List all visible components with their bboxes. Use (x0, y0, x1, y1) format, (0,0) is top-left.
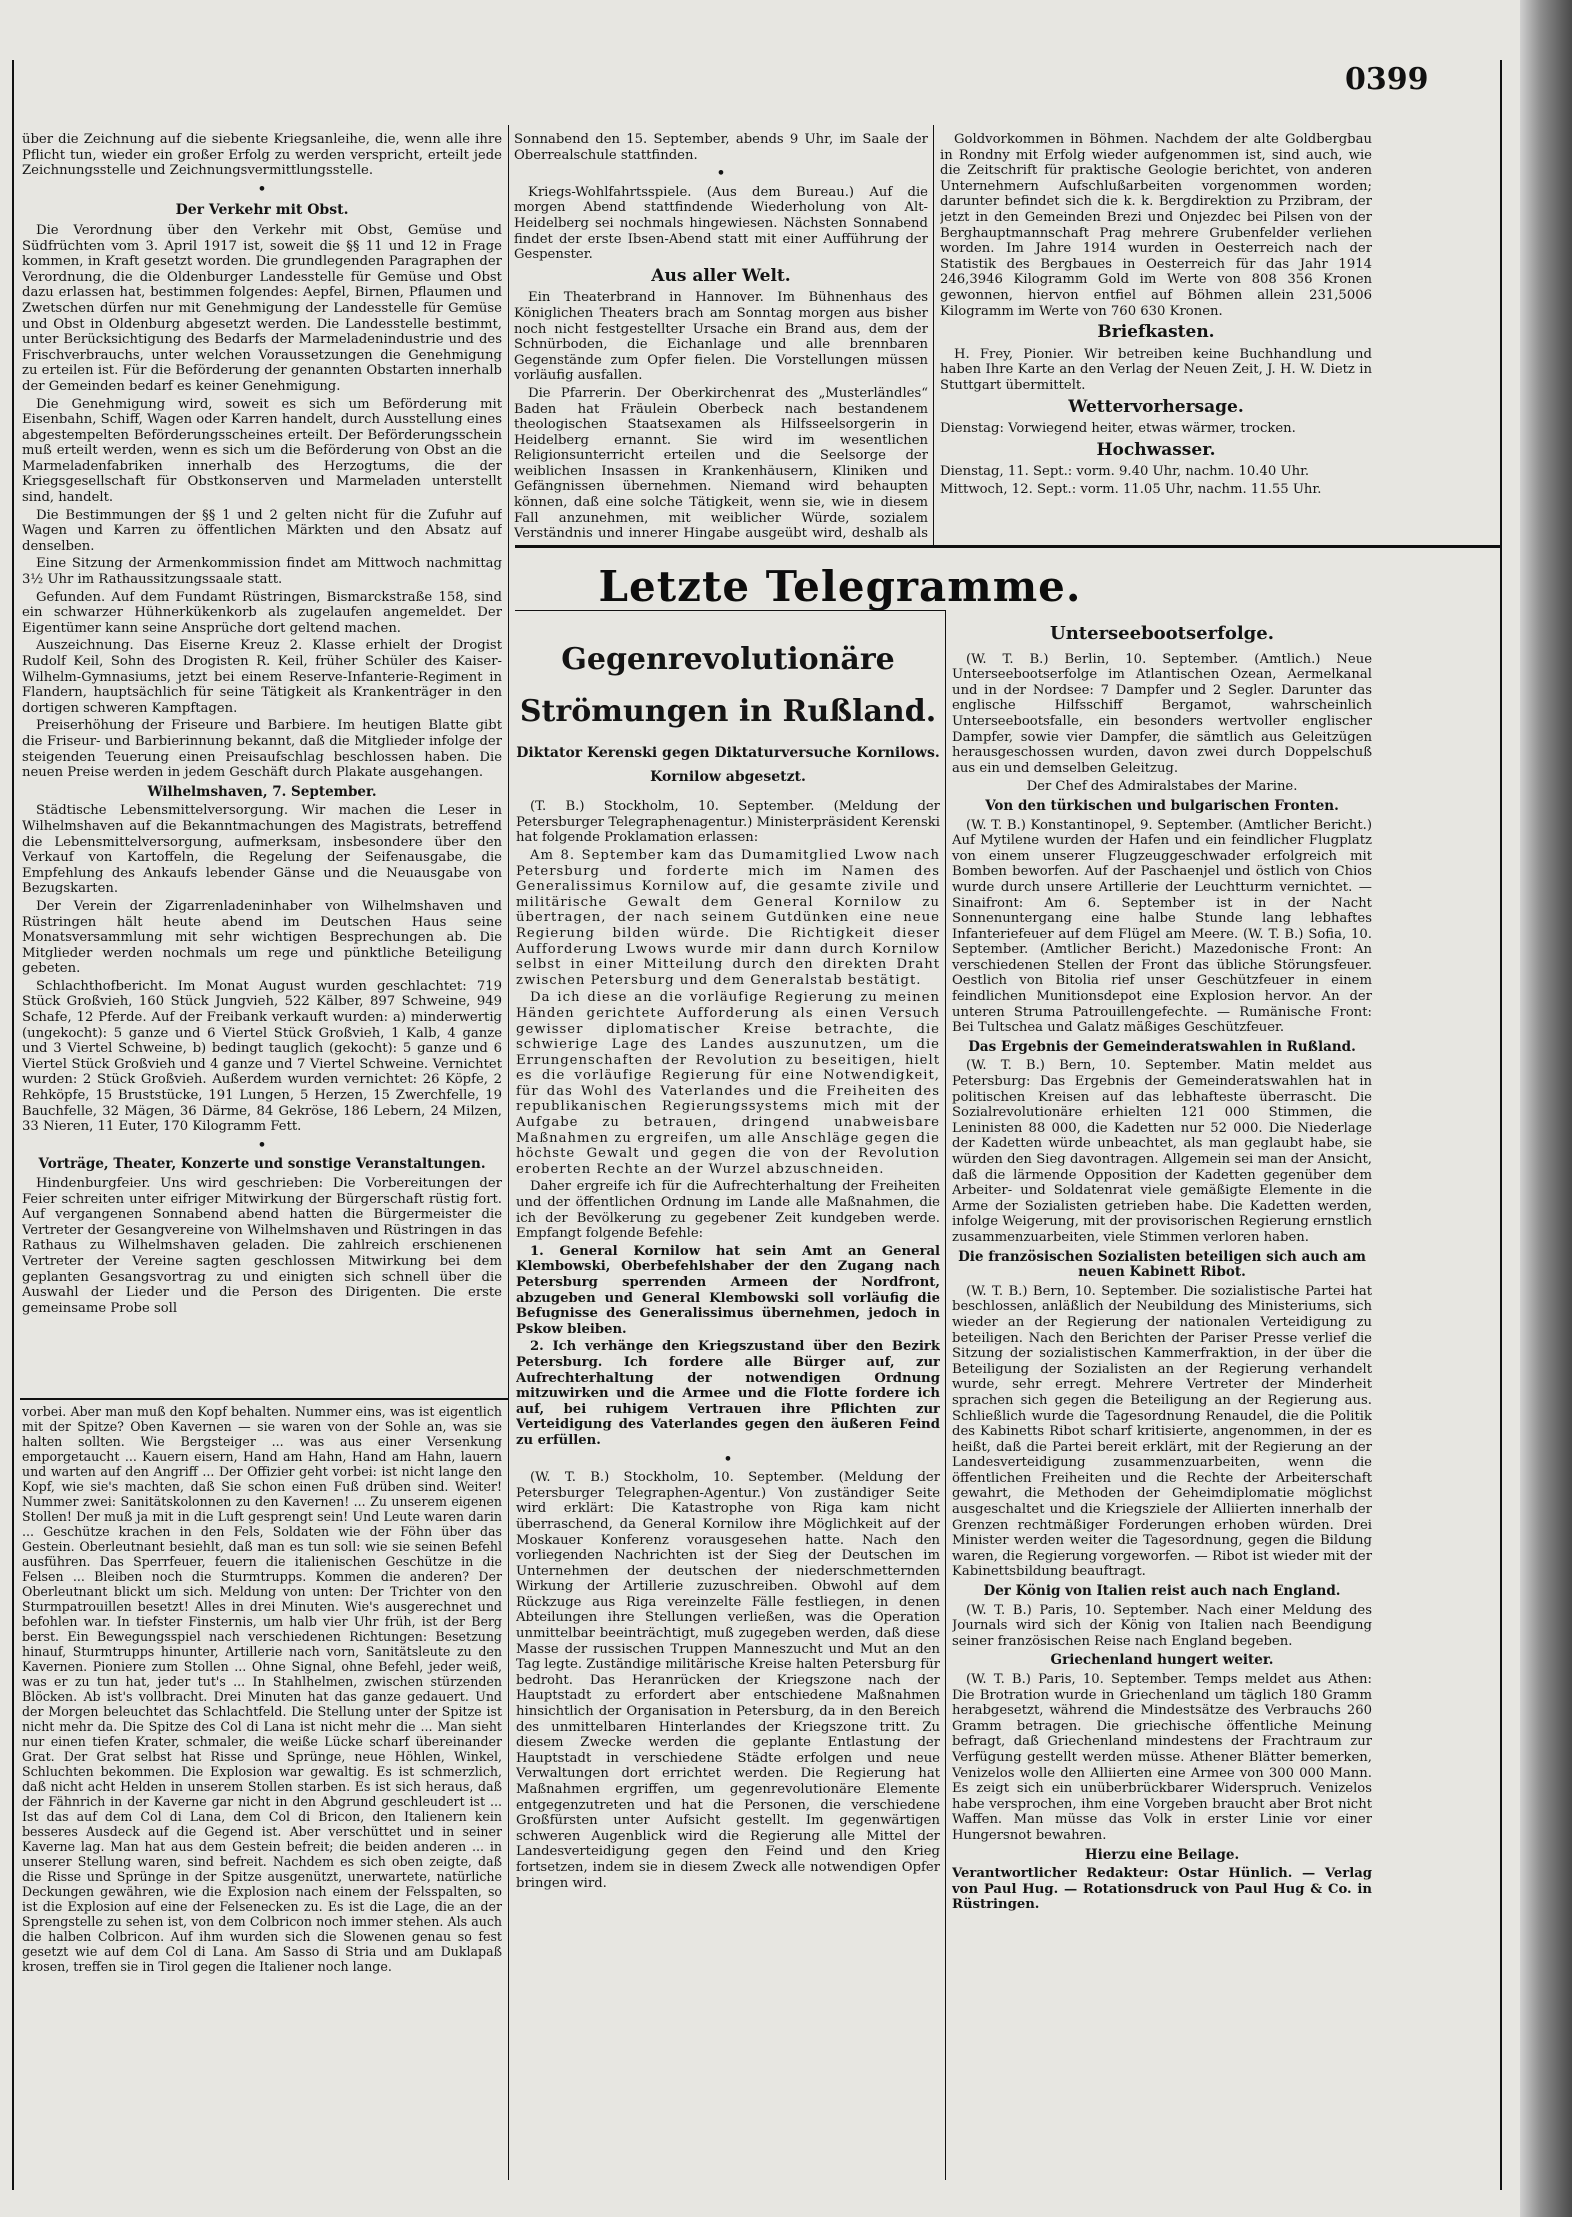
franzoesische-sozialisten-text: (W. T. B.) Bern, 10. September. Die sozialistische Partei hat beschlossen, anläßlich der Neubildung des Ministeriums, sich wieder an der Regierung der nationalen Verteidigung zu beteiligen. Nach den Berichten der Pariser Presse verlief die Sitzung der sozialistischen Kammerfraktion, in der über die Beteiligung der Sozialisten an der Regierung verhandelt wurde, sehr erregt. Mehrere Vertreter der Minderheit sprachen sich gegen die Beteiligung an der Regierung aus. Schließlich wurde die Tagesordnung Renaudel, die die Politik des Kabinetts Ribot scharf kritisierte, angenommen, in der es heißt, daß die Partei bereit erklärt, mit der Regierung an der Landesverteidigung zusammenzuarbeiten, wenn die öffentlichen Freiheiten und die Rechte der Arbeiterschaft gewahrt, die Methoden der Geheimdiplomatie möglichst ausgeschaltet und die Kriegsziele der Alliierten innerhalb der Grenzen rechtmäßiger Forderungen erhoben würden. Drei Minister werden weiter die Tagesordnung, gegen die Bildung waren, die Regierung vorgeworfen. — Ribot ist wieder mit der Kabinettsbildung beauftragt. (952, 1283, 1372, 1580)
griechenland-text: (W. T. B.) Paris, 10. September. Temps meldet aus Athen: Die Brotration wurde in Griechenland um täglich 180 Gramm herabgesetzt, während die Mindestsätze des Verbrauchs 260 Gramm betragen. Die griechische öffentliche Meinung befragt, daß Griechenland mindestens der Frachtraum zur Verfügung gestellt werden müsse. Athener Blätter bemerken, Venizelos wolle den Alliierten eine Armee von 300 000 Mann. Es zeigt sich ein unüberbrückbarer Widerspruch. Venizelos habe versprochen, ihm eine Vorgeben braucht aber Brot nicht Waffen. Man müsse das Volk in erster Linie vor einer Hungersnot bewahren. (952, 1672, 1372, 1843)
admiralstab-signature: Der Chef des Admiralstabes der Marine. (1026, 779, 1298, 795)
lead-headline: Gegenrevolutionäre Strömungen in Rußland. (519, 642, 937, 729)
obst-paragraph-3: Die Bestimmungen der §§ 1 und 2 gelten nicht für die Zufuhr auf Wagen und Karren zu öffentlichen Märkten und den Absatz auf denselben. (22, 507, 502, 554)
column-4-top (940, 132, 1372, 542)
column-2-top (514, 132, 928, 542)
theater-notice: Sonnabend den 15. September, abends 9 Uhr, im Saale der Oberrealschule stattfinden. (514, 132, 928, 163)
hindenburgfeier-notice: Hindenburgfeier. Uns wird geschrieben: Die Vorbereitungen der Feier schreiten unter eifriger Mitwirkung der Bürgerschaft rüstig fort. Auf vergangenen Sonnabend abend hatten die Bürgermeister die Vertreter der Gesangvereine von Wilhelmshaven und Rüstringen in das Rathaus zu Wilhelmshaven geladen. Die zahlreich erschienenen Vertreter der Vereine sagten geschlossen Mitwirkung bei dem geplanten Gesangsvortrag zu und einigten sich schnell über die Auswahl der Lieder und die Person des Dirigenten. Die erste gemeinsame Probe soll (22, 1176, 502, 1316)
lead-paragraph-3: Da ich diese an die vorläufige Regierung zu meinen Händen gerichtete Aufforderung als einen Versuch gewisser diplomatischer Kreise betrachte, die schwierige Lage des Landes auszunutzen, um die Errungenschaften der Revolution zu beseitigen, hielt es die vorläufige Regierung für eine Notwendigkeit, für das Wohl des Vaterlandes und die Freiheiten des republikanischen Regierungssystems mich mit der Aufgabe zu betrauen, dringend unabweisbare Maßnahmen zu ergreifen, um alle Anschläge gegen die höchste Gewalt und gegen die von der Revolution eroberten Rechte an der Wurzel abzuschneiden. (516, 990, 940, 1177)
header-band-rule (515, 545, 1500, 548)
impressum: Verantwortlicher Redakteur: Ostar Hünlich. — Verlag von Paul Hug. — Rotationsdruck von Paul Hug & Co. in Rüstringen. (952, 1866, 1372, 1913)
heading-obst: Der Verkehr mit Obst. (175, 202, 349, 219)
heading-aus-aller-welt: Aus aller Welt. (651, 265, 791, 286)
koenig-italien-text: (W. T. B.) Paris, 10. September. Nach einer Meldung des Journals wird sich der König von Italien nach Beendigung seiner französischen Reise nach England begeben. (952, 1602, 1372, 1649)
heading-franzoesische-sozialisten: Die französischen Sozialisten beteiligen sich auch am neuen Kabinett Ribot. (958, 1248, 1366, 1281)
feuilleton-text: vorbei. Aber man muß den Kopf behalten. Nummer eins, was ist eigentlich mit der Spitze? Oben Kavernen — sie waren von der Sohle an, was sie halten sollten. Wie Bergsteiger ... was aus einer Versenkung emporgetaucht ... Kauern eisern, Hand am Hahn, Hand am Hahn, lauern und warten auf den Angriff ... Der Offizier geht vorbei: ist nicht lange den Kopf, wie sie's machten, daß Sie schon einen Fuß drüben sind. Weiter! Nummer zwei: Sanitätskolonnen zu den Kavernen! ... Zu unserem eigenen Stollen! Der muß ja mit in die Luft gesprengt sein! Und Leute waren darin ... Geschütze krachen in den Fels, Soldaten wie der Föhn über das Gestein. Oberleutnant besiehlt, daß man es tun soll: wie sie seinen Befehl ausführen. Das Sperrfeuer, feuern die italienischen Geschütze in die Felsen ... Bleiben noch die Sturmtrupps. Kommen die anderen? Der Oberleutnant blickt um sich. Meldung von unten: Der Trichter von den Sturmpatrouillen besetzt! Alles in drei Minuten. Wie's ausgerechnet und befohlen war. In tiefster Finsternis, um halb vier Uhr früh, ist der Berg berst. Ein Bewegungsspiel nach verschiedenen Richtungen: Besetzung hinauf, Sturmtrupps hinunter, Artillerie nach vorn, Sanitätsleute zu den Kavernen. Pioniere zum Stollen ... Ohne Signal, ohne Befehl, jeder weiß, was er zu tun hat, jeder tut's ... In Stahlhelmen, zwischen stürzenden Blöcken. Ab ist's vollbracht. Drei Minuten hat das ganze gedauert. Und der Morgen beleuchtet das Schlachtfeld. Die Stellung unter der Spitze ist nicht mehr da. Die Spitze des Col di Lana ist nicht mehr die ... Man sieht nur einen tiefen Krater, schmaler, die weiße Lücke scharf übereinander Grat. Der Grat selbst hat Risse und Sprünge, neue Höhlen, Winkel, Schluchten bekommen. Die Explosion war gewaltig. Es ist schmerzlich, daß nicht acht Helden in unserem Stollen starben. Es ist sich heraus, daß der Fähnrich in der Kaverne gar nicht in den Abgrund geschleudert ist ... Ist das auf dem Col di Lana, dem Col di Bricon, den Italienern kein besseres Ausdeck auf die Gegend ist. Aber verschüttet und in seiner Kaverne lag. Man hat aus dem Gestein befreit; die beiden anderen ... in unserer Stellung waren, sind befreit. Nachdem es sich oben zeigte, daß die Risse und Sprünge in der Spitze ausgenützt, unerwartete, natürliche Deckungen gewähren, wie die Explosion nach einem der Felsspalten, so ist die Explosion auf eine der Felsenecken zu. Es ist die Lage, die an der Sprengstelle zu sehen ist, von dem Colbricon noch immer stehen. Als auch die halben Colbricon. Auf ihm wurden sich die Slowenen genau so fest gesetzt wie auf dem Col di Lana. Am Sasso di Stria und am Duklapaß krosen, treffen sie in Tirol gegen die Italiener noch lange. (22, 1404, 502, 1974)
heading-gemeinderatswahlen: Das Ergebnis der Gemeinderatswahlen in Rußland. (968, 1038, 1356, 1055)
separator-dot: • (257, 181, 267, 197)
separator-dot: • (716, 166, 726, 182)
heading-hochwasser: Hochwasser. (1096, 439, 1216, 460)
heading-vortraege: Vorträge, Theater, Konzerte und sonstige Veranstaltungen. (38, 1156, 486, 1173)
briefkasten-text: H. Frey, Pionier. Wir betreiben keine Buchhandlung und haben Ihre Karte an den Verlag der Neuen Zeit, J. H. W. Dietz in Stuttgart übermittelt. (940, 346, 1372, 393)
hochwasser-line-1: Dienstag, 11. Sept.: vorm. 9.40 Uhr, nachm. 10.40 Uhr. (940, 464, 1310, 480)
wetter-text: Dienstag: Vorwiegend heiter, etwas wärmer, trocken. (940, 421, 1296, 437)
lead-order-2: 2. Ich verhänge den Kriegszustand über den Bezirk Petersburg. Ich fordere alle Bürger auf, zur Aufrechterhaltung der notwendigen Ordnung mitzuwirken und die Armee und die Flotte fordere ich auf, bei ruhigem Vertrauen ihre Pflichten zur Verteidigung des Vaterlandes gegen den äußeren Feind zu erfüllen. (516, 1339, 940, 1448)
feuilleton (22, 1404, 502, 2164)
gefunden-notice: Gefunden. Auf dem Fundamt Rüstringen, Bismarckstraße 158, sind ein schwarzer Hühnerkükenkorb als zugelaufen angemeldet. Der Eigentümer kann seine Ansprüche dort geltend machen. (22, 589, 502, 636)
heading-briefkasten: Briefkasten. (1097, 322, 1215, 343)
heading-unterseeboot: Unterseebootserfolge. (1050, 623, 1274, 644)
column-rule-3 (945, 610, 946, 2180)
separator-dot: • (257, 1137, 267, 1153)
lead-deck: Diktator Kerenski gegen Diktaturversuche Kornilows. (516, 745, 940, 761)
kriegs-wohlfahrt-notice: Kriegs-Wohlfahrtsspiele. (Aus dem Bureau.) Auf die morgen Abend stattfindende Wiederholung von Alt-Heidelberg sei nochmals hingewiesen. Nächsten Sonnabend findet der erste Ibsen-Abend statt mit einer Aufführung der Gespenster. (514, 184, 928, 263)
lead-paragraph-7: (W. T. B.) Stockholm, 10. September. (Meldung der Petersburger Telegraphen-Agentur.) Von zuständiger Seite wird erklärt: Die Katastrophe von Riga kam nicht überraschend, da General Kornilow ihre Möglichkeit auf der Moskauer Konferenz vorausgesehen hatte. Nach den vorliegenden Nachrichten ist der Sieg der Deutschen im Unternehmen der deutschen der niederschmetternden Wirkung der Artillerie zuzuschreiben. Obwohl auf dem Rückzuge aus Riga vereinzelte Fälle festliegen, in denen Abteilungen ihre Stellungen verließen, was die Operation unmittelbar beeinträchtigt, muß zugegeben werden, daß diese Masse der russischen Truppen Manneszucht und Mut an den Tag legte. Zuständige militärische Kreise halten Petersburg für bedroht. Das Heranrücken der Kriegszone nach der Hauptstadt zu erfordert aber entschiedene Maßnahmen hinsichtlich der Organisation in Petersburg, da in den Bereich des unmittelbaren Hinterlandes der Kriegszone tritt. Zu diesem Zwecke werden die geplante Entlastung der Hauptstadt in verschiedene Städte erfolgen und neue Verwaltungen dort errichtet werden. Die Regierung hat Maßnahmen ergriffen, um gegenrevolutionäre Elemente entgegenzutreten und hat die Personen, die verschiedene Großfürsten unter Aufsicht gestellt. Im gegenwärtigen schweren Augenblick wird die Regierung alle Mittel der Landesverteidigung gegen den Feind und den Krieg fortsetzen, indem sie in diesem Zweck alle notwendigen Opfer bringen wird. (516, 1470, 940, 1891)
book-binding-edge (1520, 0, 1572, 2217)
heading-fronten: Von den türkischen und bulgarischen Fronten. (985, 797, 1339, 814)
heading-wettervorhersage: Wettervorhersage. (1068, 396, 1244, 417)
goldvorkommen-notice: Goldvorkommen in Böhmen. Nachdem der alte Goldbergbau in Rondny mit Erfolg wieder aufgenommen ist, sind auch, wie die Zeitschrift für praktische Geologie berichtet, von anderen Unternehmern Aufschlußarbeiten vorgenommen worden; darunter befindet sich die k. k. Bergdirektion zu Przibram, der jetzt in den Gemeinden Brezi und Onjezdec bei Pilsen von der Berghauptmannschaft Prag mehrere Grubenfelder verliehen worden. Im Jahre 1914 wurden in Oesterreich nach der Statistik des Bergbaues in Oesterreich für das Jahr 1914 246,3946 Kilogramm Gold im Werte von 808 356 Kronen gewonnen, hiervon entfiel auf Böhmen allein 231,5006 Kilogramm im Werte von 760 630 Kronen. (940, 132, 1372, 319)
column-rule-1 (508, 125, 509, 2180)
schlachthof-notice: Schlachthofbericht. Im Monat August wurden geschlachtet: 719 Stück Großvieh, 160 Stück Jungvieh, 522 Kälber, 897 Schweine, 949 Schafe, 12 Pferde. Auf der Freibank verkauft wurden: a) minderwertig (ungekocht): 5 ganze und 6 Viertel Stück Großvieh, 1 Kalb, 4 ganze und 3 Viertel Schweine, b) bedingt tauglich (gekocht): 5 ganze und 6 Viertel Stück Großvieh und 4 ganze und 7 Viertel Schweine. Vernichtet wurden: 2 Stück Großvieh. Außerdem wurden vernichtet: 26 Köpfe, 2 Rehköpfe, 15 Bruststücke, 191 Lungen, 5 Herzen, 15 Zwerchfelle, 19 Bauchfelle, 32 Mägen, 36 Därme, 84 Gekröse, 186 Lebern, 24 Milzen, 33 Nieren, 11 Euter, 170 Kilogramm Fett. (22, 978, 502, 1135)
right-column (952, 620, 1372, 2180)
beilage-notice: Hierzu eine Beilage. (1084, 1846, 1240, 1863)
lead-paragraph-4: Daher ergreife ich für die Aufrechterhaltung der Freiheiten und der öffentlichen Ordnung im Lande alle Maßnahmen, die ich der Bevölkerung zu gegebener Zeit kundgeben werde. Empfangt folgende Befehle: (516, 1179, 940, 1242)
article-intro: über die Zeichnung auf die siebente Kriegsanleihe, die, wenn alle ihre Pflicht tun, wieder ein großer Erfolg zu werden verspricht, erteilt jede Zeichnungsstelle und Zeichnungsvermittlungsstelle. (22, 132, 502, 179)
lead-paragraph-1: (T. B.) Stockholm, 10. September. (Meldung der Petersburger Telegraphenagentur.) Ministerpräsident Kerenski hat folgende Proklamation erlassen: (516, 799, 940, 846)
feuilleton-rule (20, 1398, 508, 1400)
preiserhoehung-notice: Preiserhöhung der Friseure und Barbiere. Im heutigen Blatte gibt die Friseur- und Barbierinnung bekannt, daß die Mitglieder infolge der steigenden Teuerung einen Preisaufschlag beschlossen haben. Die neuen Preise werden in jedem Geschäft durch Plakate ausgehangen. (22, 718, 502, 781)
armenkommission-notice: Eine Sitzung der Armenkommission findet am Mittwoch nachmittag 3½ Uhr im Rathaussitzungssaale statt. (22, 556, 502, 588)
obst-paragraph-2: Die Genehmigung wird, soweit es sich um Beförderung mit Eisenbahn, Schiff, Wagen oder Karren handelt, durch Ausstellung eines abgestempelten Beförderungsscheines erteilt. Der Beförderungsschein muß erteilt werden, wenn es sich um die Beförderung von Obst an die Marmeladenfabriken innerhalb des Herzogtums, die der Kriegsgesellschaft für Obstkonserven und Marmeladen unterstellt sind, handelt. (22, 396, 502, 506)
lead-article (516, 620, 940, 2180)
verein-notice: Der Verein der Zigarrenladeninhaber von Wilhelmshaven und Rüstringen hält heute abend im Deutschen Haus seine Monatsversammlung mit sehr wichtigen Besprechungen ab. Die Mitglieder werden nochmals um rege und pünktliche Beteiligung gebeten. (22, 898, 502, 977)
page-number: 0399 (1345, 62, 1429, 97)
heading-koenig-italien: Der König von Italien reist auch nach England. (983, 1583, 1341, 1600)
unterseeboot-text: (W. T. B.) Berlin, 10. September. (Amtlich.) Neue Unterseebootserfolge im Atlantischen Ozean, Aermelkanal und in der Nordsee: 7 Dampfer und 2 Segler. Darunter das englische Hilfsschiff Bergamot, wahrscheinlich Unterseebootsfalle, ein besonders wertvoller englischer Dampfer, sowie vier Dampfer, die sämtlich aus Geleitzügen herausgeschossen wurden, davon zwei durch Doppelschuß aus ein und demselben Geleitzug. (952, 651, 1372, 776)
lebensmittel-notice: Städtische Lebensmittelversorgung. Wir machen die Leser in Wilhelmshaven auf die Bekanntmachungen des Magistrats, betreffend die Lebensmittelversorgung, aufmerksam, insbesondere über den Verkauf von Kartoffeln, die Regelung der Seifenausgabe, die Empfehlung des Ankaufs lebender Gänse und die Neuausgabe von Bezugskarten. (22, 803, 502, 897)
separator-dot: • (723, 1451, 733, 1467)
obst-paragraph-1: Die Verordnung über den Verkehr mit Obst, Gemüse und Südfrüchten vom 3. April 1917 ist, soweit die §§ 11 und 12 in Frage kommen, in Kraft gesetzt worden. Die grundlegenden Paragraphen der Verordnung, die die Oldenburger Landesstelle für Gemüse und Obst dazu erlassen hat, bestimmen folgendes: Aepfel, Birnen, Pflaumen und Zwetschen dürfen nur mit Genehmigung der Landesstelle für Gemüse und Obst in Oldenburg abgesetzt werden. Die Landesstelle bestimmt, unter Berücksichtigung des Bedarfs der Marmeladenindustrie und des Frischverbrauchs, unter welchen Voraussetzungen die Genehmigung zu erteilen ist. Für die Beförderung der genannten Obstarten innerhalb der Gemeinden bedarf es keiner Genehmigung. (22, 222, 502, 394)
lead-subheading: Kornilow abgesetzt. (650, 768, 806, 785)
column-1 (22, 132, 502, 1394)
heading-griechenland: Griechenland hungert weiter. (1050, 1652, 1274, 1669)
dateline-wilhelmshaven: Wilhelmshaven, 7. September. (147, 783, 377, 800)
theaterbrand-notice: Ein Theaterbrand in Hannover. Im Bühnenhaus des Königlichen Theaters brach am Sonntag morgen aus bisher noch nicht festgestellter Ursache ein Brand aus, dem der Schnürboden, die Eichanlage und alle brennbaren Gegenstände zum Opfer fielen. Die Vorstellungen müssen vorläufig ausfallen. (514, 290, 928, 384)
column-rule-2 (933, 125, 934, 545)
lead-paragraph-2: Am 8. September kam das Dumamitglied Lwow nach Petersburg und forderte mich im Namen des Generalissimus Kornilow auf, die gesamte zivile und militärische Gewalt dem General Kornilow zu übertragen, der nach seinem Gutdünken eine neue Regierung bilden würde. Die Richtigkeit dieser Aufforderung Lwows wurde mir dann durch Kornilow selbst in einer Mitteilung durch den direkten Draht zwischen Petersburg und dem Generalstab bestätigt. (516, 847, 940, 988)
telegramme-banner: Letzte Telegramme. (598, 562, 1082, 611)
fronten-text: (W. T. B.) Konstantinopel, 9. September. (Amtlicher Bericht.) Auf Mytilene wurden der Hafen und ein feindlicher Flugplatz von einem unserer Flugzeuggeschwader erfolgreich mit Bomben beworfen. Auf der Paschaenjel und östlich von Chios wurde durch unsere Artillerie der Leuchtturm vernichtet. — Sinaifront: Am 6. September ist in der Nacht Sonnenuntergang eine halbe Stunde lang lebhaftes Infanteriefeuer auf dem Flügel am Meere. (W. T. B.) Sofia, 10. September. (Amtlicher Bericht.) Mazedonische Front: An verschiedenen Stellen der Front das übliche Störungsfeuer. Oestlich von Bitolia rief unser Geschützfeuer in einem feindlichen Munitionsdepot eine Explosion hervor. An der unteren Struma Patrouillengefechte. — Rumänische Front: Bei Tultschea und Galatz mäßiges Geschützfeuer. (952, 817, 1372, 1036)
hochwasser-line-2: Mittwoch, 12. Sept.: vorm. 11.05 Uhr, nachm. 11.55 Uhr. (940, 481, 1322, 497)
auszeichnung-notice: Auszeichnung. Das Eiserne Kreuz 2. Klasse erhielt der Drogist Rudolf Keil, Sohn des Drogisten R. Keil, früher Schüler des Kaiser-Wilhelm-Gymnasiums, jetzt bei einem Reserve-Infanterie-Regiment in Flandern, hauptsächlich für seine Tätigkeit als Krankenträger in den dortigen schweren Kampftagen. (22, 638, 502, 716)
pfarrerin-notice: Die Pfarrerin. Der Oberkirchenrat des „Musterländles“ Baden hat Fräulein Oberbeck nach bestandenem theologischen Staatsexamen als Hilfsseelsorgerin in Heidelberg ernannt. Sie wird im wesentlichen Religionsunterricht erteilen und die Seelsorge der weiblichen Insassen in Krankenhäusern, Kliniken und Gefängnissen übernehmen. Niemand wird behaupten können, daß eine solche Tätigkeit, wenn sie, wie in diesem Fall anzunehmen, mit weiblicher Würde, sozialem Verständnis und innerer Hingabe ausgeübt wird, deshalb als (514, 385, 928, 542)
lead-order-1: 1. General Kornilow hat sein Amt an General Klembowski, Oberbefehlshaber der den Zugang nach Petersburg sperrenden Armeen der Nordfront, abzugeben und General Klembowski soll vorläufig die Befugnisse des Generalissimus übernehmen, jedoch in Pskow bleiben. (516, 1243, 940, 1337)
frame-right (1500, 60, 1502, 2190)
gemeinderatswahlen-text: (W. T. B.) Bern, 10. September. Matin meldet aus Petersburg: Das Ergebnis der Gemeinderatswahlen hat in politischen Kreisen auf das lebhafteste überrascht. Die Sozialrevolutionäre erhielten 121 000 Stimmen, die Leninisten 88 000, die Kadetten nur 52 000. Die Niederlage der Kadetten würde unbeachtet, als man geglaubt habe, sie würden den Sieg davontragen. Allgemein sei man der Ansicht, daß die lärmende Opposition der Kadetten gegenüber dem Arbeiter- und Soldatenrat viele gemäßigte Elemente in die Arme der Sozialisten getrieben habe. Die Kadetten werden, infolge Weigerung, mit der provisorischen Regierung ernstlich zusammenzuarbeiten, viele Stimmen verloren haben. (952, 1058, 1372, 1245)
frame-left (12, 60, 14, 2190)
